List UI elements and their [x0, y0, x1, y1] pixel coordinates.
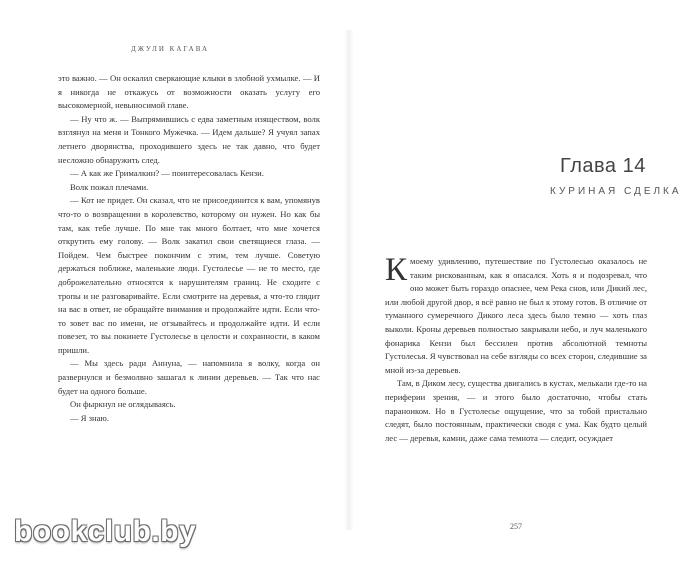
left-paragraph: — Я знаю. — [70, 412, 109, 423]
book-gutter — [344, 30, 354, 530]
left-paragraph: — Ну что ж. — Выпрямившись с едва заметным изяществом, волк взглянул на меня и Тонкого Мужечка. — Идем дальше? Я учуял запах летнего дворянства, проходившего здесь не так давно, что будет несложно обнаружить след. — [58, 113, 320, 165]
left-paragraph: — А как же Грималкин? — поинтересовалась Кензи. — [70, 168, 264, 179]
left-paragraph: Волк пожал плечами. — [70, 181, 149, 192]
left-paragraph: Он фыркнул не оглядываясь. — [70, 399, 176, 410]
right-paragraph-first — [385, 252, 647, 377]
right-page-text — [385, 252, 647, 445]
watermark-logo: bookclub.by — [14, 515, 197, 548]
left-page-text — [58, 72, 320, 425]
left-paragraph: — Мы здесь ради Аннуна, — напомнила я волку, когда он развернулся и безмолвно зашагал к линии деревьев. — Так что нас будет на одного больше. — [58, 358, 320, 396]
drop-cap: К — [385, 252, 408, 288]
chapter-number: Глава 14 — [560, 155, 646, 177]
left-paragraph: — Кот не придет. Он сказал, что не присоединится к вам, упомянув что-то о возвращении в королевство, которому он нужен. Но как бы там, как тебе лучше. По мне так много болтает, что мне хочется открутить ему голову. — Волк закатил свои светящиеся глаза. — Пойдем. Чем быстрее покончим с этим, тем лучше. Советую держаться поближе, маленькие люди. Густолесье — не то место, где доброжелательно относятся к нарушителям границ. Не сходите с тропы и не разговаривайте. Если смотрите на деревья, а что-то глядит на вас в ответ, не обращайте внимания и продолжайте идти. Если что-то зовет вас по имени, не отзывайтесь и продолжайте идти. И если повезет, то вы покинете Густолесье в целости и сохранности, в каком пришли. — [58, 195, 320, 355]
right-paragraph: Там, в Диком лесу, существа двигались в кустах, мелькали где-то на периферии зрения, — и этого было достаточно, чтобы стать параноиком. Но в Густолесье ощущение, что за тобой пристально следят, было постоянным, практически сводя с ума. Как будто целый лес — деревья, камни, даже сама темнота — следит, осуждает — [385, 378, 647, 443]
first-paragraph-text: моему удивлению, путешествие по Густолесью оказалось не таким рискованным, как я опасался. Хоть я и подозревал, что оно может быть гораздо опаснее, чем Река снов, или Дикий лес, или любой другой двор, я всё равно не был к этому готов. В отличие от туманного сумеречного Дикого леса здесь было темно — хоть глаз выколи. Кроны деревьев полностью закрывали небо, и луч маленького фонарика Кензи был бессилен против абсолютной темноты Густолесья. Я чувствовал на себе взгляды со всех сторон, следившие за мной из-за деревьев. — [385, 256, 647, 375]
chapter-title: КУРИНАЯ СДЕЛКА — [550, 186, 682, 197]
left-paragraph: это важно. — Он оскалил сверкающие клыки в злобной ухмылке. — И я никогда не откажусь от возможности оказать услугу его высокомерной, невыносимой главе. — [58, 73, 320, 111]
running-head: ДЖУЛИ КАГАВА — [130, 45, 209, 53]
page-number: 257 — [510, 522, 522, 531]
